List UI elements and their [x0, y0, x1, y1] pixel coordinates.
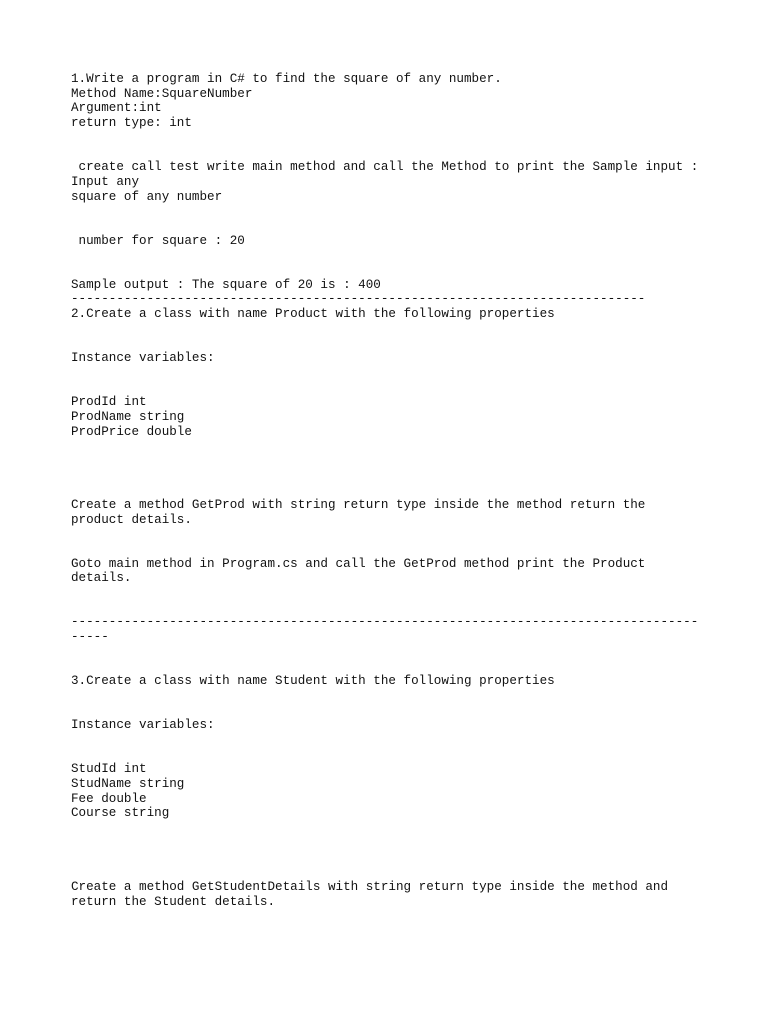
blank-line: [71, 219, 731, 234]
separator-line: -----------------------------------------------------------------------------------: [71, 615, 699, 630]
text-line: Sample output : The square of 20 is : 400: [71, 277, 381, 292]
blank-line: [71, 204, 731, 219]
text-line: StudName string: [71, 777, 185, 791]
blank-line: [71, 527, 731, 542]
text-line: Create a method GetStudentDetails with string return type inside the method and: [71, 879, 669, 894]
blank-line: [71, 454, 731, 469]
text-line: Create a method GetProd with string return type inside the method return the: [71, 497, 646, 512]
document-page: [71, 72, 731, 909]
blank-line: [71, 380, 731, 395]
blank-line: [71, 850, 731, 865]
text-line: ProdPrice double: [71, 424, 192, 439]
separator-line: ----------------------------------------------------------------------------: [71, 292, 646, 307]
blank-line: [71, 145, 731, 160]
text-line: Course string: [71, 806, 170, 821]
text-line: Method Name:SquareNumber: [71, 86, 253, 101]
text-line: details.: [71, 571, 132, 586]
blank-line: [71, 322, 731, 337]
blank-line: [71, 836, 731, 851]
text-line: 3.Create a class with name Student with the following properties: [71, 674, 555, 689]
text-line: Input any: [71, 174, 140, 189]
blank-line: [71, 748, 731, 763]
blank-line: [71, 469, 731, 484]
blank-line: [71, 601, 731, 616]
blank-line: [71, 733, 731, 748]
text-line: return type: int: [71, 116, 192, 131]
blank-line: [71, 821, 731, 836]
text-line: Instance variables:: [71, 351, 215, 366]
text-line: product details.: [71, 512, 192, 527]
blank-line: [71, 336, 731, 351]
text-line: return the Student details.: [71, 894, 276, 909]
text-line: Fee double: [71, 791, 147, 806]
blank-line: [71, 865, 731, 880]
separator-line: -----: [71, 630, 109, 645]
text-line: Argument:int: [71, 101, 162, 116]
blank-line: [71, 439, 731, 454]
blank-line: [71, 704, 731, 719]
blank-line: [71, 483, 731, 498]
blank-line: [71, 131, 731, 146]
text-line: 1.Write a program in C# to find the square of any number.: [71, 72, 502, 86]
blank-line: [71, 660, 731, 675]
text-line: square of any number: [71, 189, 223, 204]
blank-line: [71, 248, 731, 263]
text-line: create call test write main method and call the Method to print the Sample input :: [71, 160, 699, 175]
text-line: Instance variables:: [71, 718, 215, 733]
blank-line: [71, 263, 731, 278]
blank-line: [71, 689, 731, 704]
text-line: Goto main method in Program.cs and call the GetProd method print the Product: [71, 556, 646, 571]
text-line: ProdName string: [71, 409, 185, 424]
text-line: ProdId int: [71, 395, 147, 410]
blank-line: [71, 366, 731, 381]
text-line: StudId int: [71, 762, 147, 777]
blank-line: [71, 586, 731, 601]
blank-line: [71, 645, 731, 660]
blank-line: [71, 542, 731, 557]
text-line: 2.Create a class with name Product with the following properties: [71, 307, 555, 321]
text-line: number for square : 20: [71, 233, 245, 248]
